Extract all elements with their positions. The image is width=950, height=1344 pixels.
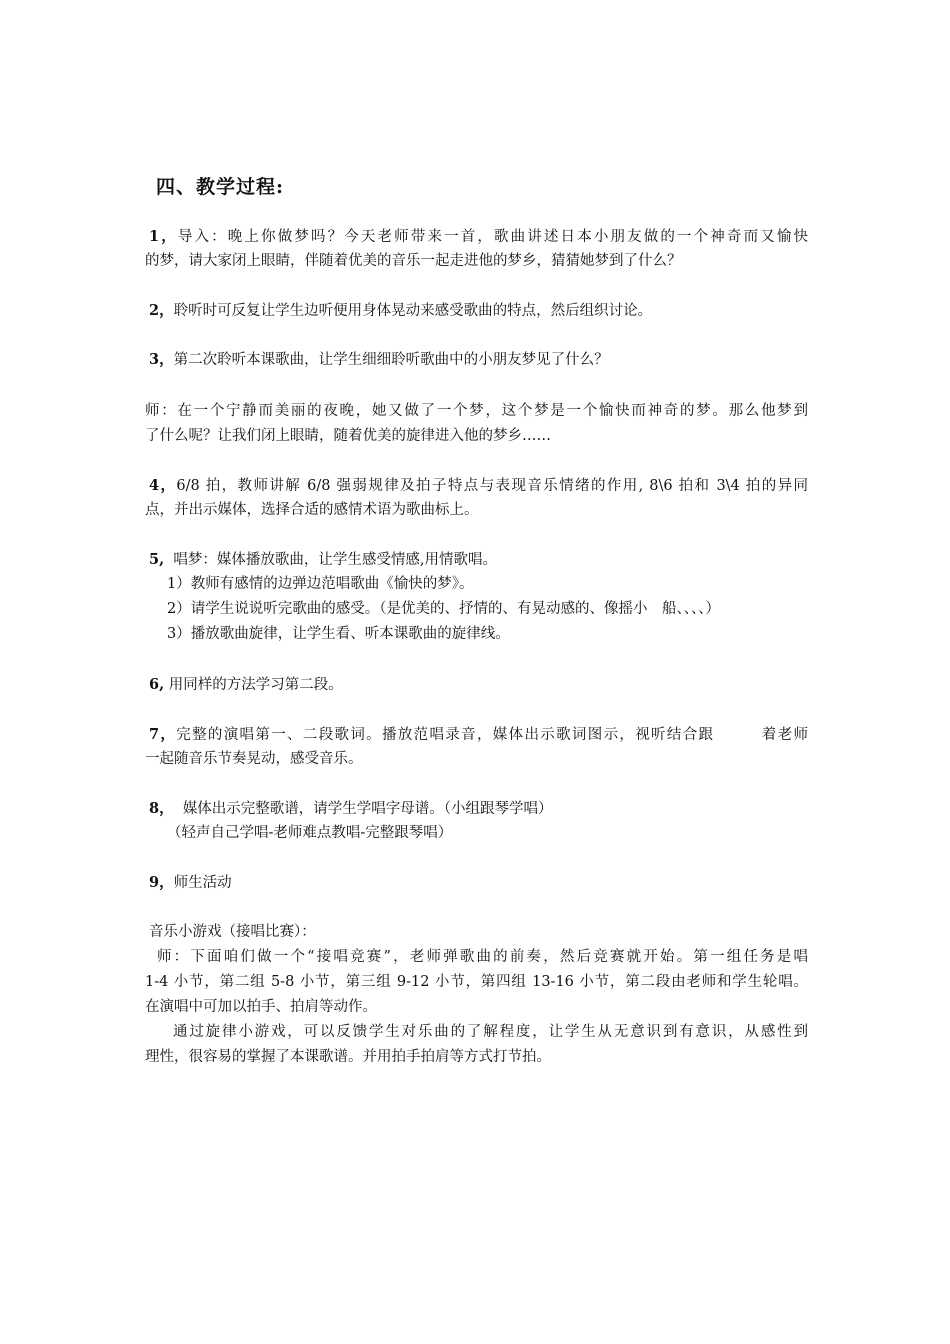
paragraph-1-line-1: 1，导入：晚上你做梦吗？今天老师带来一首，歌曲讲述日本小朋友做的一个神奇而又愉快 <box>149 228 808 245</box>
paragraph-2: 2，聆听时可反复让学生边听便用身体晃动来感受歌曲的特点，然后组织讨论。 <box>149 302 653 319</box>
paragraph-5: 5, 唱梦：媒体播放歌曲，让学生感受情感,用情歌唱。 1）教师有感情的边弹边范唱歌曲《愉快的梦》。 2）请学生说说听完歌曲的感受。（是优美的、抒情的、有晃动感的、像摇小 船、、、、） 3）播放歌曲旋律，让学生看、听本课歌曲的旋律线。 <box>145 547 808 647</box>
item-number: 5, <box>149 551 165 568</box>
item-number: 8， <box>149 800 174 817</box>
item-number: 7， <box>149 726 177 743</box>
item-number: 6, <box>149 676 165 693</box>
item-number: 1， <box>149 228 178 245</box>
section-heading: 四、教学过程: <box>156 176 285 198</box>
paragraph-7: 7，完整的演唱第一、二段歌词。播放范唱录音，媒体出示歌词图示，视听结合跟 着老师 一起随音乐节奏晃动，感受音乐。 <box>145 726 808 767</box>
paragraph-9: 9，师生活动 <box>149 874 232 891</box>
sub-item-steps: （轻声自己学唱-老师难点教唱-完整跟琴唱） <box>167 825 453 841</box>
music-game-section: 音乐小游戏（接唱比赛）： 师：下面咱们做一个“接唱竞赛”，老师弹歌曲的前奏，然后竞赛就开始。第一组任务是唱 1-4 小节，第二组 5-8 小节，第三组 9-12 小节，第四组 13-16 小节，第二段由老师和学生轮唱。 在演唱中可加以拍手、拍肩等动作。 通过旋律小游戏，可以反馈学生对乐曲的了解程度，让学生从无意识到有意识，从感性到 理性，很容易的掌握了本课歌谱。并用拍手拍肩等方式打节拍。 <box>145 920 808 1070</box>
paragraph-6: 6, 用同样的方法学习第二段。 <box>149 676 343 693</box>
paragraph-1-line-2: 的梦，请大家闭上眼睛，伴随着优美的音乐一起走进他的梦乡，猜猜她梦到了什么？ <box>145 253 682 269</box>
game-title: 音乐小游戏（接唱比赛）： <box>149 924 316 940</box>
sub-item-1: 1）教师有感情的边弹边范唱歌曲《愉快的梦》。 <box>167 576 474 592</box>
paragraph-4: 4，6/8 拍，教师讲解 6/8 强弱规律及拍子特点与表现音乐情绪的作用, 8\6 拍和 3\4 拍的异同 点，并出示媒体，选择合适的感情术语为歌曲标上。 <box>145 477 808 518</box>
teacher-narration: 师：在一个宁静而美丽的夜晚，她又做了一个梦，这个梦是一个愉快而神奇的梦。那么他梦到 了什么呢？让我们闭上眼睛，随着优美的旋律进入他的梦乡…… <box>145 403 808 444</box>
item-number: 2， <box>149 302 174 319</box>
sub-item-3: 3）播放歌曲旋律，让学生看、听本课歌曲的旋律线。 <box>167 626 510 642</box>
paragraph-8: 8， 媒体出示完整歌谱，请学生学唱字母谱。（小组跟琴学唱） （轻声自己学唱-老师难点教唱-完整跟琴唱） <box>145 796 808 846</box>
sub-item-2: 2）请学生说说听完歌曲的感受。（是优美的、抒情的、有晃动感的、像摇小 船、、、、） <box>167 601 720 617</box>
item-number: 4， <box>149 477 177 494</box>
item-number: 3， <box>149 351 174 368</box>
paragraph-3: 3，第二次聆听本课歌曲，让学生细细聆听歌曲中的小朋友梦见了什么？ <box>149 351 609 368</box>
item-number: 9， <box>149 874 174 891</box>
paragraph-1 <box>145 224 808 274</box>
